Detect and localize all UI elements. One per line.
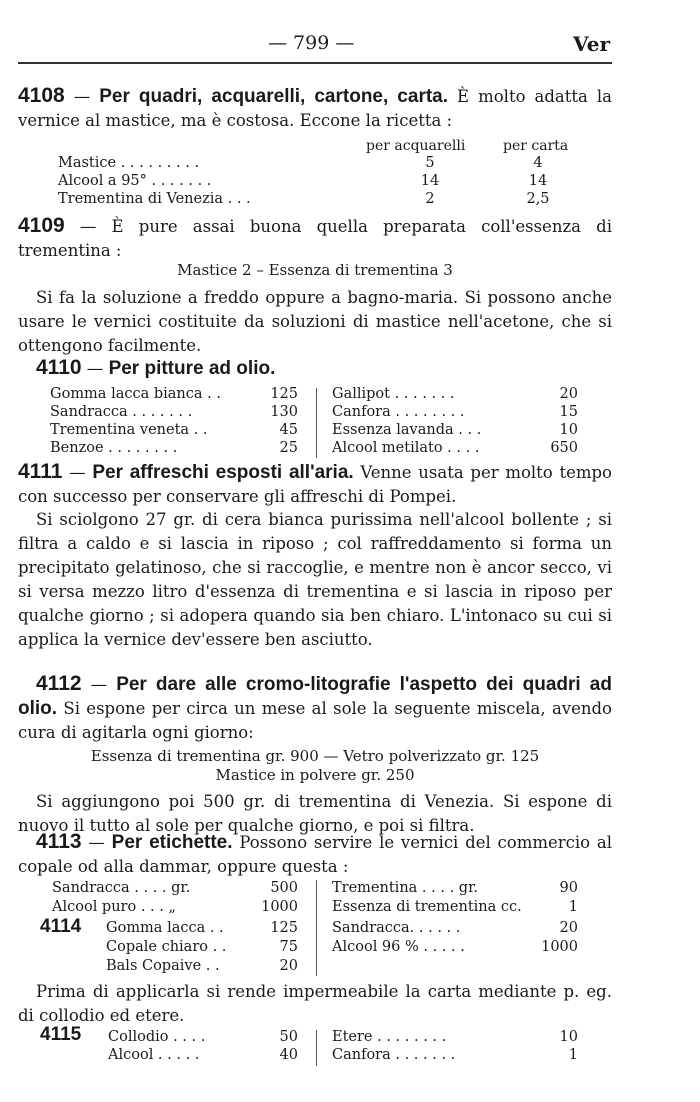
- recipe-value: 650: [550, 440, 578, 456]
- recipe-value: 500: [270, 880, 298, 896]
- recipe-ingredient: Sandracca . . . . gr.: [52, 880, 191, 896]
- entry-text: Possono servire le vernici del commercio al copale od alla dammar, oppure questa :: [18, 833, 613, 876]
- recipe-value: 2,5: [526, 191, 550, 207]
- column-header-carta: per carta: [503, 138, 569, 154]
- entry-4113-intro: [18, 830, 612, 879]
- recipe-value: 1: [568, 1047, 578, 1063]
- recipe-value: 20: [279, 958, 298, 974]
- recipe-ingredient: Trementina . . . . gr.: [332, 880, 479, 896]
- recipe-ingredient: Canfora . . . . . . .: [332, 1047, 456, 1063]
- recipe-value: 1: [568, 899, 578, 915]
- entry-4111-paragraph: Si sciolgono 27 gr. di cera bianca purissima nell'alcool bollente ; si filtra a caldo e si lascia in riposo ; col raffreddamento si forma un precipitato gelatinoso, che si raccoglie, e mentre non è ancor secco, vi si versa mezzo litro d'essenza di trementina e si lascia in riposo per qualche giorno ; si adopera quando sia ben chiaro. L'intonaco su cui si applica la vernice dev'essere ben asciutto.: [18, 510, 612, 649]
- recipe-value: 50: [279, 1029, 298, 1045]
- entry-4109-formula: Mastice 2 – Essenza di trementina 3: [177, 261, 453, 279]
- recipe-ingredient: Benzoe . . . . . . . .: [50, 440, 178, 456]
- entry-4114-paragraph: Prima di applicarla si rende impermeabile la carta mediante p. eg. di collodio ed etere.: [18, 982, 612, 1025]
- recipe-value: 20: [559, 386, 578, 402]
- entry-text: — È pure assai buona quella preparata coll'essenza di trementina :: [18, 217, 612, 260]
- entry-number: 4111: [18, 460, 63, 483]
- recipe-ingredient: Alcool 96 % . . . . .: [332, 939, 465, 955]
- recipe-value: 25: [279, 440, 298, 456]
- entry-number: 4114: [40, 916, 82, 937]
- entry-4112-intro: [18, 672, 612, 745]
- recipe-value: 130: [270, 404, 298, 420]
- header-rule: [18, 62, 612, 64]
- entry-text: È molto adatta la vernice al mastice, ma è costosa. Eccone la ricetta :: [18, 87, 612, 130]
- recipe-ingredient: Sandracca . . . . . . .: [50, 404, 193, 420]
- recipe-value: 2: [425, 191, 435, 207]
- entry-text: Venne usata per molto tempo con successo per conservare gli affreschi di Pompei.: [18, 463, 612, 506]
- recipe-value: 125: [270, 920, 298, 936]
- entry-4112-formula-line2: Mastice in polvere gr. 250: [215, 766, 415, 784]
- recipe-value: 15: [559, 404, 578, 420]
- recipe-ingredient: Alcool metilato . . . .: [332, 440, 480, 456]
- entry-number: 4113: [36, 830, 82, 853]
- entry-4109-paragraph: Si fa la soluzione a freddo oppure a bagno-maria. Si possono anche usare le vernici costituite da soluzioni di mastice nell'acetone, che si ottengono facilmente.: [18, 288, 612, 355]
- entry-heading: Per dare alle cromo-litografie l'aspetto dei quadri ad olio.: [18, 674, 612, 719]
- recipe-value: 40: [279, 1047, 298, 1063]
- recipe-ingredient: Copale chiaro . .: [106, 939, 227, 955]
- recipe-ingredient: Essenza di trementina cc.: [332, 899, 522, 915]
- recipe-value: 45: [279, 422, 298, 438]
- entry-separator: —: [81, 833, 112, 852]
- recipe-value: 1000: [261, 899, 298, 915]
- recipe-ingredient: Gomma lacca . .: [106, 920, 224, 936]
- recipe-ingredient: Trementina di Venezia . . .: [58, 191, 251, 207]
- entry-heading: Per pitture ad olio.: [108, 358, 276, 379]
- recipe-value: 14: [420, 173, 440, 189]
- recipe-ingredient: Sandracca. . . . . .: [332, 920, 461, 936]
- recipe-value: 10: [559, 422, 578, 438]
- entry-number: 4108: [18, 84, 65, 107]
- entry-separator: —: [81, 675, 117, 694]
- entry-4109-intro: [18, 214, 612, 263]
- column-divider: [316, 388, 317, 458]
- entry-heading: Per quadri, acquarelli, cartone, carta.: [99, 86, 449, 107]
- entry-separator: —: [64, 87, 100, 106]
- recipe-value: 75: [279, 939, 298, 955]
- recipe-value: 1000: [541, 939, 578, 955]
- recipe-ingredient: Canfora . . . . . . . .: [332, 404, 465, 420]
- recipe-value: 125: [270, 386, 298, 402]
- recipe-value: 20: [559, 920, 578, 936]
- recipe-ingredient: Etere . . . . . . . .: [332, 1029, 447, 1045]
- entry-separator: —: [81, 359, 109, 378]
- recipe-ingredient: Gallipot . . . . . . .: [332, 386, 455, 402]
- recipe-ingredient: Essenza lavanda . . .: [332, 422, 482, 438]
- recipe-ingredient: Bals Copaive . .: [106, 958, 220, 974]
- column-divider: [316, 1030, 317, 1066]
- recipe-ingredient: Mastice . . . . . . . . .: [58, 155, 200, 171]
- entry-4110-intro: [18, 356, 612, 381]
- recipe-ingredient: Alcool . . . . .: [108, 1047, 200, 1063]
- entry-4111-intro: [18, 460, 612, 509]
- entry-number: 4110: [36, 356, 82, 379]
- recipe-ingredient: Alcool puro . . . „: [52, 899, 176, 915]
- entry-text: Si espone per circa un mese al sole la seguente miscela, avendo cura di agitarla ogni giorno:: [18, 699, 612, 742]
- recipe-value: 90: [559, 880, 578, 896]
- recipe-ingredient: Trementina veneta . .: [50, 422, 208, 438]
- recipe-value: 10: [559, 1029, 578, 1045]
- recipe-value: 5: [425, 155, 435, 171]
- entry-4112-paragraph: Si aggiungono poi 500 gr. di trementina di Venezia. Si espone di nuovo il tutto al sole per qualche giorno, e poi si filtra.: [18, 792, 612, 835]
- recipe-value: 14: [528, 173, 548, 189]
- entry-heading: Per affreschi esposti all'aria.: [92, 462, 354, 483]
- recipe-ingredient: Alcool a 95° . . . . . . .: [58, 173, 212, 189]
- recipe-ingredient: Collodio . . . .: [108, 1029, 206, 1045]
- entry-separator: —: [62, 463, 93, 482]
- column-divider: [316, 880, 317, 976]
- entry-4112-formula-line1: Essenza di trementina gr. 900 — Vetro polverizzato gr. 125: [90, 747, 540, 765]
- page-number: — 799 —: [268, 32, 355, 54]
- column-header-acquarelli: per acquarelli: [366, 138, 466, 154]
- entry-number: 4115: [40, 1024, 82, 1045]
- running-headword: Ver: [573, 32, 610, 56]
- entry-4108-intro: [18, 84, 612, 133]
- recipe-value: 4: [533, 155, 543, 171]
- entry-heading: Per etichette.: [111, 832, 233, 853]
- recipe-ingredient: Gomma lacca bianca . .: [50, 386, 221, 402]
- entry-number: 4112: [36, 672, 82, 695]
- entry-number: 4109: [18, 214, 65, 237]
